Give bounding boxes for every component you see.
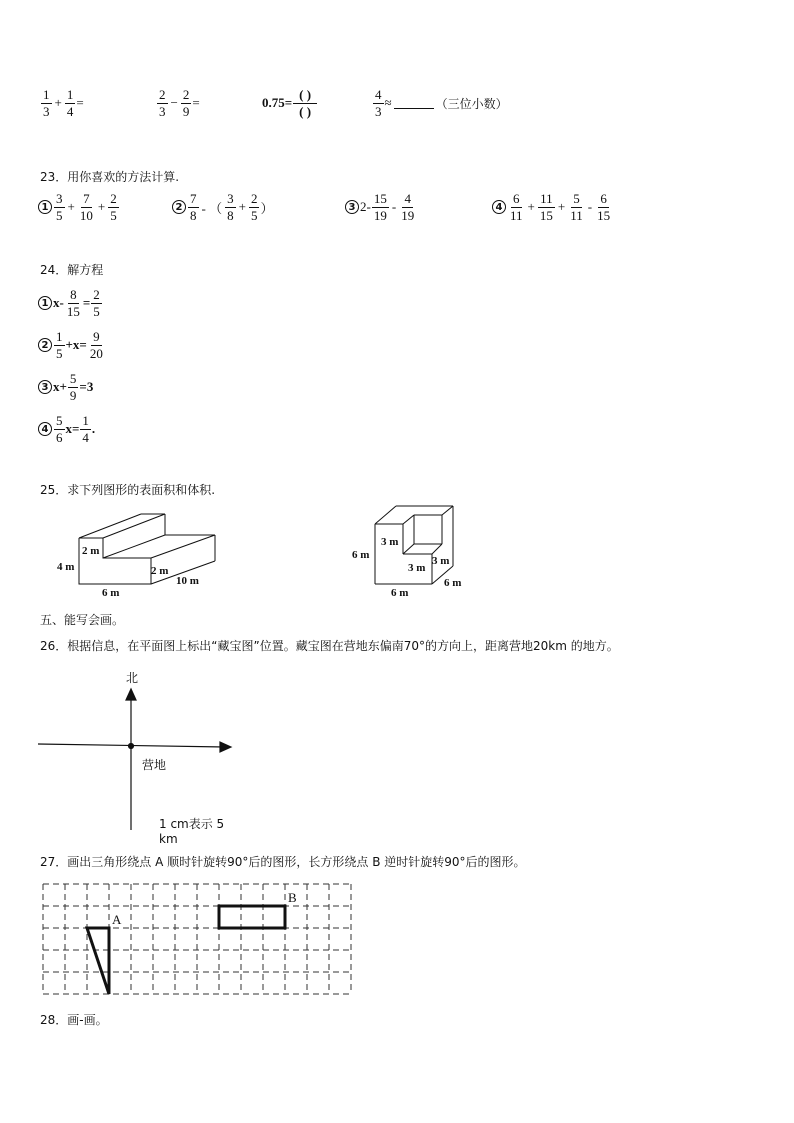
q24-eq-1: 1 x- $\frac{8}{15}$ = $\frac{2}{5}$ — [38, 288, 103, 318]
q23-item-4: 4 $\frac{6}{11}$ + $\frac{11}{15}$ + $\frac{5}{11}$ - $\frac{6}{15}$ — [492, 192, 613, 222]
q23-item-2: 2 $\frac{7}{8}$ - （ $\frac{3}{8}$ + $\frac{2}{5}$ ） — [172, 192, 273, 222]
circled-number: 2 — [172, 200, 186, 214]
fraction: $\frac{2}{3}$ — [159, 87, 166, 119]
circled-number: 4 — [38, 422, 52, 436]
circled-number: 4 — [492, 200, 506, 214]
circled-number: 2 — [38, 338, 52, 352]
camp-point — [129, 744, 134, 749]
north-arrowhead — [126, 689, 136, 700]
q28-title: 28．画-画。 — [40, 1013, 108, 1027]
fraction: $\frac{1}{3}$ — [43, 87, 50, 119]
fraction: $\frac{2}{9}$ — [182, 87, 190, 119]
calc-item-2: $\frac{2}{3}$ − $\frac{2}{9}$ = — [159, 87, 200, 119]
cube-with-cutout-figure: 3 m 6 m 3 m 3 m 6 m 6 m — [350, 500, 480, 605]
cube-cutout-drawing — [350, 500, 480, 605]
calc-item-4: $\frac{4}{3}$ ≈ （三位小数） — [375, 87, 508, 119]
rectangle-shape — [219, 906, 285, 928]
point-a-label: A — [112, 912, 122, 927]
q25-title: 25．求下列图形的表面积和体积. — [40, 483, 216, 497]
east-arrowhead — [220, 742, 231, 752]
circled-number: 3 — [345, 200, 359, 214]
answer-blank[interactable] — [394, 97, 434, 109]
section-5-title: 五、能写会画。 — [40, 613, 125, 627]
circled-number: 1 — [38, 200, 52, 214]
circled-number: 1 — [38, 296, 52, 310]
scale-label: 1 cm表示 5 km — [159, 817, 225, 846]
q27-title: 27．画出三角形绕点 A 顺时针旋转90°后的图形，长方形绕点 B 逆时针旋转90°后的图形。 — [40, 855, 526, 869]
q23-item-3: 3 2- $\frac{15}{19}$ - $\frac{4}{19}$ — [345, 192, 417, 222]
stepped-solid-figure: 2 m 4 m 2 m 6 m 10 m — [55, 505, 235, 605]
fraction: $\frac{4}{3}$ — [375, 87, 382, 119]
q24-eq-4: 4 $\frac{5}{6}$ x= $\frac{1}{4}$ . — [38, 414, 95, 444]
calc-item-1: $\frac{1}{3}$ + $\frac{1}{4}$ = — [43, 87, 84, 119]
q24-eq-3: 3 x+ $\frac{5}{9}$ =3 — [38, 372, 93, 402]
q24-title: 24．解方程 — [40, 263, 104, 277]
triangle-shape — [87, 928, 109, 994]
q23-item-1: 1 $\frac{3}{5}$ + $\frac{7}{10}$ + $\frac{2}{5}$ — [38, 192, 120, 222]
compass-plan[interactable] — [35, 665, 245, 846]
fraction-blank: $\frac{( )}{( )}$ — [293, 88, 317, 118]
compass-drawing — [35, 665, 245, 835]
calc-item-3: 0.75= $\frac{( )}{( )}$ — [262, 88, 318, 118]
q26-title: 26．根据信息，在平面图上标出“藏宝图”位置。藏宝图在营地东偏南70°的方向上，距离营地20km 的地方。 — [40, 639, 619, 653]
q23-title: 23．用你喜欢的方法计算. — [40, 170, 180, 184]
point-b-label: B — [288, 890, 297, 905]
camp-label: 营地 — [142, 758, 167, 772]
grid-drawing — [40, 880, 360, 1000]
q24-eq-2: 2 $\frac{1}{5}$ +x= $\frac{9}{20}$ — [38, 330, 106, 360]
circled-number: 3 — [38, 380, 52, 394]
rotation-grid[interactable] — [40, 880, 360, 1000]
north-label: 北 — [126, 671, 139, 685]
fraction: $\frac{1}{4}$ — [66, 87, 74, 119]
